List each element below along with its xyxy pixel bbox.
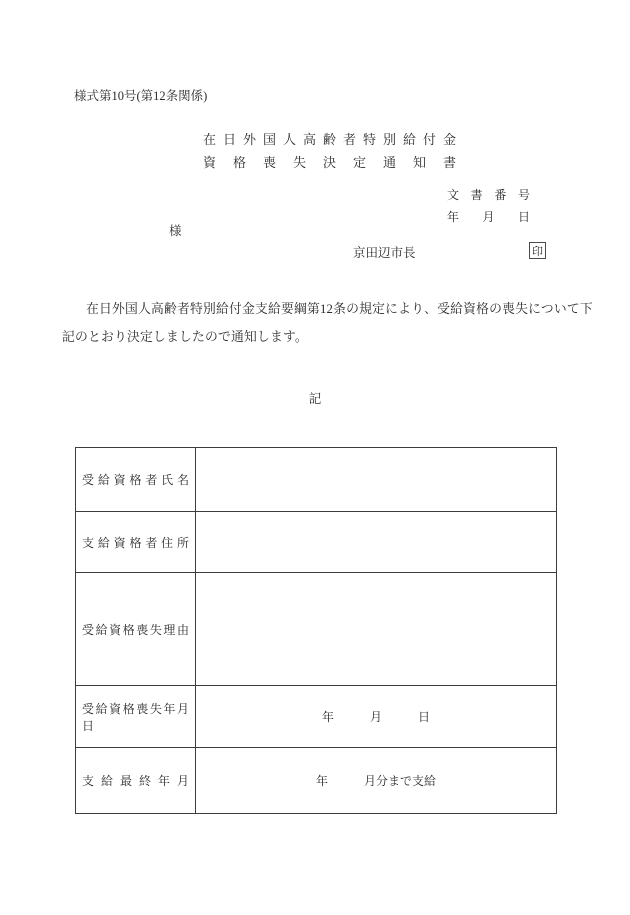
body-paragraph-line1: 在日外国人高齢者特別給付金支給要綱第12条の規定により、受給資格の喪失について下 <box>86 302 593 316</box>
body-paragraph-line2: 記のとおり決定しましたので通知します。 <box>62 330 308 344</box>
form-table <box>75 447 557 814</box>
table-row-final-payment-month <box>76 748 556 813</box>
table-row-recipient-address <box>76 512 556 573</box>
document-title <box>203 128 456 174</box>
record-heading: 記 <box>308 392 322 406</box>
table-row-loss-reason <box>76 573 556 686</box>
recipient-name-label: 受給資格者氏名 <box>82 473 189 487</box>
recipient-address-value-cell <box>196 512 556 572</box>
document-title-line2: 資格喪失決定通知書 <box>203 155 456 170</box>
final-payment-month-label-cell <box>76 748 196 813</box>
issuer-name: 京田辺市長 <box>353 246 416 260</box>
table-row-recipient-name <box>76 448 556 512</box>
recipient-name-value-cell <box>196 448 556 511</box>
recipient-address-label-cell <box>76 512 196 572</box>
table-row-loss-date <box>76 686 556 748</box>
loss-date-value-cell: 年 月 日 <box>321 710 430 724</box>
seal-box <box>529 242 546 259</box>
document-title-line1: 在日外国人高齢者特別給付金 <box>203 132 456 147</box>
final-payment-month-value-cell: 年 月分まで支給 <box>315 774 436 788</box>
loss-date-label: 受給資格喪失年月日 <box>82 701 189 733</box>
recipient-address-label: 支給資格者住所 <box>82 535 189 550</box>
recipient-name-label-cell <box>76 448 196 511</box>
doc-date-label: 年 月 日 <box>447 210 530 224</box>
loss-reason-value-cell <box>196 573 556 685</box>
final-payment-month-label: 支給最終年月 <box>82 774 189 788</box>
doc-number-label: 文書番号 <box>447 188 530 202</box>
form-number-label: 様式第10号(第12条関係) <box>74 89 208 103</box>
loss-reason-label: 受給資格喪失理由 <box>82 622 189 637</box>
seal-character: 印 <box>532 245 543 258</box>
document-meta-block <box>447 184 530 228</box>
loss-date-label-cell <box>76 686 196 747</box>
addressee-honorific: 様 <box>169 224 182 238</box>
loss-reason-label-cell <box>76 573 196 685</box>
